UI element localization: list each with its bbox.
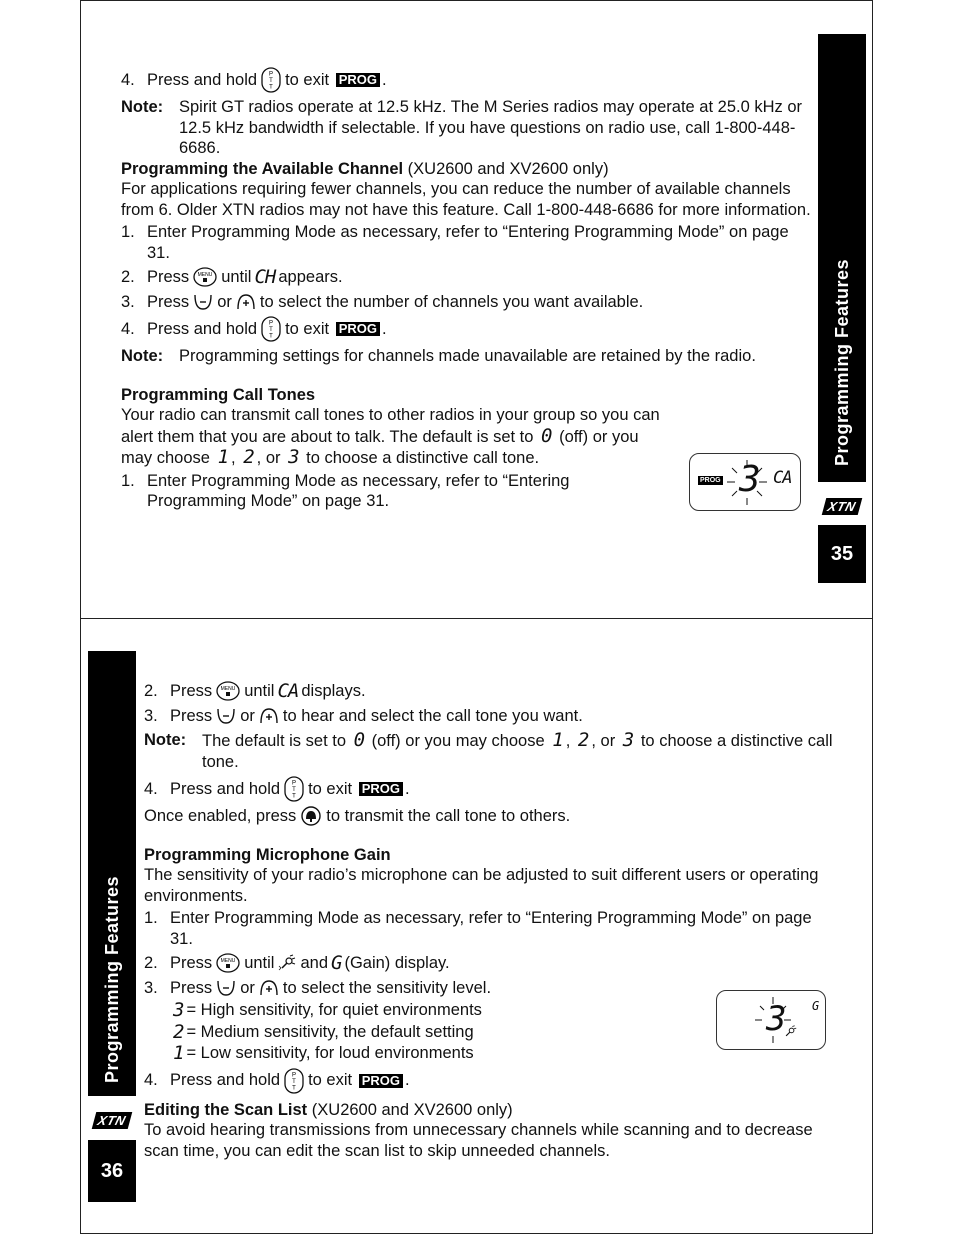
tab-title: Programming Features: [832, 258, 852, 466]
svg-text:T: T: [292, 1078, 296, 1085]
section-title-scan-list: Editing the Scan List (XU2600 and XV2600 only): [144, 1100, 513, 1119]
call-button-icon: [300, 806, 322, 826]
step-1: 1. Enter Programming Mode as necessary, refer to “Entering Programming Mode” on page 31.: [121, 471, 570, 510]
svg-text:T: T: [269, 84, 273, 91]
xtn-logo: XTN: [822, 498, 862, 515]
menu-button-icon: [216, 953, 240, 973]
ptt-icon: [284, 1068, 304, 1094]
plus-button-icon: [259, 979, 279, 997]
svg-text:P: P: [292, 780, 297, 787]
section-intro: For applications requiring fewer channels, you can reduce the number of available channels from 6. Older XTN radios may not have this feature. Call 1-800-448-6686 for more information.: [121, 180, 811, 219]
step-3: 3. Press or to select the sensitivity level.: [144, 978, 492, 997]
svg-text:T: T: [269, 327, 273, 333]
level-low: 1 = Low sensitivity, for loud environments: [173, 1042, 474, 1064]
page-36: [80, 618, 873, 1234]
brand-logo-box: [818, 495, 866, 517]
lcd-glyph: CH: [254, 266, 276, 288]
minus-button-icon: [193, 293, 213, 311]
step-4: 4. Press and hold P T T to exit PROG .: [121, 316, 811, 342]
minus-button-icon: [216, 707, 236, 725]
prog-badge: PROG: [700, 477, 721, 484]
brand-logo-box: [88, 1109, 136, 1131]
prog-badge: PROG: [359, 1074, 403, 1088]
mic-gain-intro: The sensitivity of your radio’s microphone can be adjusted to suit different users or operating environments.: [144, 866, 819, 905]
note-default-tone: Note: The default is set to 0 (off) or you may choose 1 , 2 , or 3 to choose a distinctive call tone.: [144, 729, 833, 771]
level-medium: 2 = Medium sensitivity, the default setting: [173, 1020, 474, 1043]
lcd-digit: 3: [739, 459, 760, 500]
svg-text:P: P: [269, 71, 274, 78]
step-1: 1. Enter Programming Mode as necessary, refer to “Entering Programming Mode” on page 31.: [144, 909, 812, 948]
step-3: 3. Press or to hear and select the call tone you want.: [144, 706, 583, 725]
note-bandwidth: Note: Spirit GT radios operate at 12.5 kHz. The M Series radios may operate at 25.0 kHz or 12.5 kHz bandwidth if selectable. If you have questions on radio use, call 1-800-448-6686.: [121, 98, 803, 157]
note-retained: Note: Programming settings for channels made unavailable are retained by the radio.: [121, 347, 756, 365]
ptt-icon: [284, 776, 304, 802]
step-1: 1. Enter Programming Mode as necessary, refer to “Entering Programming Mode” on page 31.: [121, 223, 789, 262]
section-title-mic-gain: Programming Microphone Gain: [144, 845, 391, 864]
svg-text:T: T: [292, 793, 296, 800]
prog-badge: PROG: [336, 322, 380, 336]
step-2: 2. Press MENU until and G (Gain) display.: [144, 952, 450, 974]
once-enabled: Once enabled, press to transmit the call tone to others.: [144, 807, 571, 825]
prog-badge: PROG: [336, 73, 380, 87]
lcd-glyph: G: [331, 952, 342, 974]
ptt-icon: [261, 67, 281, 93]
step-4: 4. Press and hold P T T to exit PROG .: [144, 1068, 834, 1094]
section-tab: [88, 651, 136, 1096]
page-35: [80, 0, 873, 619]
xtn-logo: XTN: [92, 1112, 132, 1129]
plus-button-icon: [259, 707, 279, 725]
page-36-content: [144, 677, 834, 1161]
microphone-icon: [278, 954, 296, 972]
minus-button-icon: [216, 979, 236, 997]
svg-text:MENU: MENU: [197, 272, 213, 279]
svg-text:T: T: [292, 1085, 296, 1091]
lcd-code: G: [812, 999, 819, 1013]
tab-title: Programming Features: [102, 875, 122, 1083]
lcd-code: CA: [773, 468, 792, 488]
level-high: 3 = High sensitivity, for quiet environments: [173, 999, 482, 1021]
lcd-display-mic-gain: [716, 990, 826, 1050]
svg-text:MENU: MENU: [220, 686, 236, 693]
svg-text:T: T: [292, 787, 296, 793]
lcd-display-call-tone: [689, 453, 801, 511]
lcd-digit: 3: [766, 999, 786, 1039]
page-35-content: [121, 63, 811, 512]
lcd-glyph: CA: [277, 680, 299, 702]
svg-text:T: T: [269, 78, 273, 84]
step-3: 3. Press or to select the number of channels you want available.: [121, 292, 644, 311]
svg-text:T: T: [269, 333, 273, 340]
section-title-call-tones: Programming Call Tones: [121, 385, 316, 404]
menu-button-icon: [216, 681, 240, 701]
section-tab: [818, 34, 866, 482]
prog-badge: PROG: [359, 782, 403, 796]
section-title-available-channel: Programming the Available Channel (XU2600 and XV2600 only): [121, 159, 609, 178]
step-exit-prog: 4. Press and hold P T T to exit PROG .: [121, 67, 811, 93]
scan-list-intro: To avoid hearing transmissions from unnecessary channels while scanning and to decrease scan time, you can edit the scan list to skip unneeded channels.: [144, 1121, 813, 1160]
svg-text:P: P: [269, 320, 274, 327]
svg-text:P: P: [292, 1072, 297, 1078]
svg-text:MENU: MENU: [220, 958, 236, 965]
ptt-icon: [261, 316, 281, 342]
step-2: 2. Press MENU until CH appears.: [121, 266, 343, 288]
microphone-icon: [783, 1025, 797, 1039]
call-tones-intro: Your radio can transmit call tones to other radios in your group so you can alert them that you are about to talk. The default is set to 0 (off) or you may choose 1 , 2 , or 3 to choose a distinctive call tone.: [121, 406, 660, 468]
step-4: 4. Press and hold P T T to exit PROG .: [144, 776, 834, 802]
step-2: 2. Press MENU until CA displays.: [144, 680, 366, 702]
page-number: 36: [88, 1140, 136, 1202]
plus-button-icon: [236, 293, 256, 311]
menu-button-icon: [193, 267, 217, 287]
page-number: 35: [818, 525, 866, 583]
